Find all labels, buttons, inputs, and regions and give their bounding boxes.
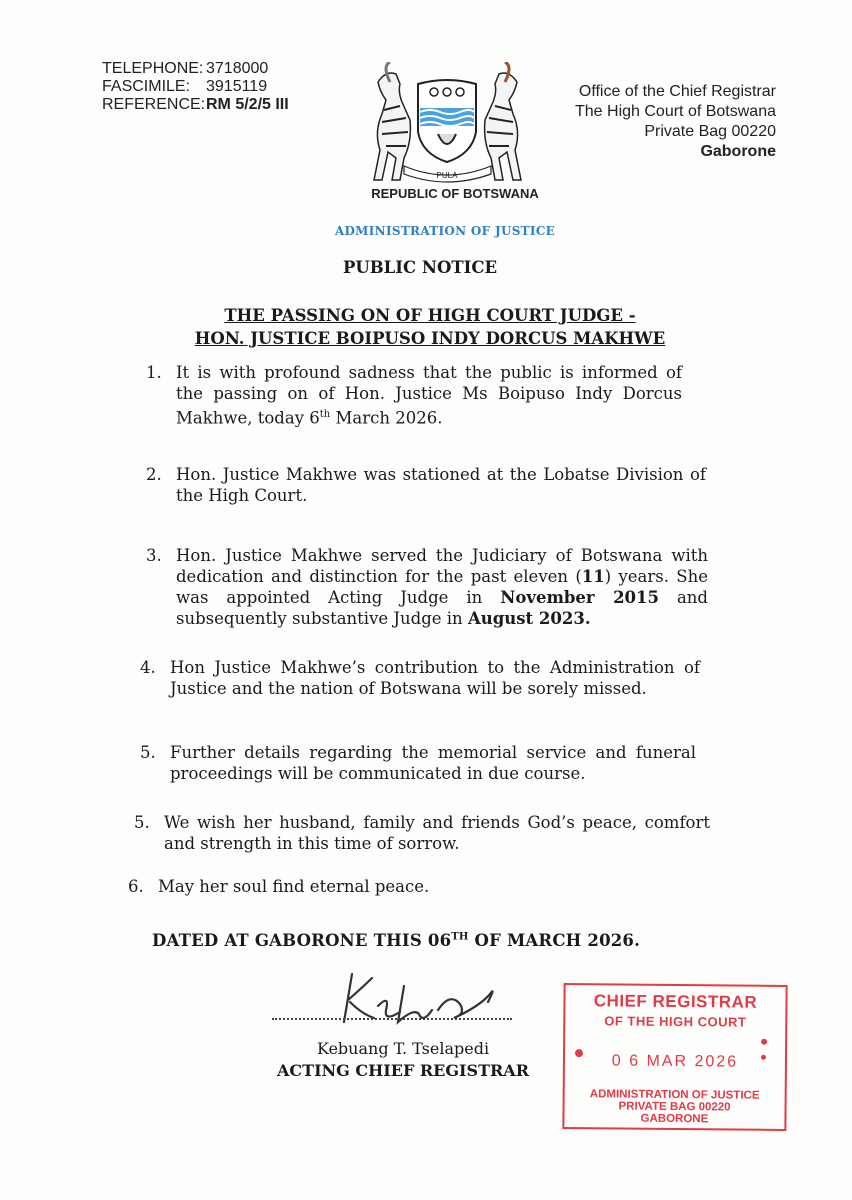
notice-heading (160, 304, 700, 350)
heading-line: HON. JUSTICE BOIPUSO INDY DORCUS MAKHWE (194, 329, 666, 348)
item-text: May her soul find eternal peace. (158, 877, 430, 896)
list-item (146, 362, 682, 429)
signer-name: Kebuang T. Tselapedi (316, 1039, 490, 1058)
signature-line (272, 1018, 512, 1020)
dated-line: DATED AT GABORONE THIS 06TH OF MARCH 2026. (152, 931, 641, 950)
item-number: 6. (128, 877, 144, 896)
stamp-line: GABORONE (640, 1112, 709, 1126)
item-text: Further details regarding the memorial service and funeral proceedings will be communicated in due course. (170, 743, 696, 783)
signer-role: ACTING CHIEF REGISTRAR (277, 1061, 529, 1080)
item-number: 1. (146, 363, 162, 382)
contact-block (102, 60, 289, 114)
list-item (146, 545, 708, 629)
item-number: 2. (146, 465, 162, 484)
item-text: Hon. Justice Makhwe was stationed at the Lobatse Division of the High Court. (176, 465, 706, 505)
item-text: We wish her husband, family and friends God’s peace, comfort and strength in this time of sorrow. (164, 813, 710, 853)
item-text: Hon. Justice Makhwe served the Judiciary of Botswana with dedication and distinction for the past eleven (11) years. She was appointed Acting Judge in November 2015 and subsequently substantive Judge in August 2023. (176, 546, 708, 628)
ink-blot-icon (575, 1049, 583, 1057)
list-item (140, 742, 696, 784)
list-item (140, 657, 700, 699)
signature-icon (320, 966, 520, 1036)
stamp-line: OF THE HIGH COURT (604, 1013, 747, 1030)
republic-label: REPUBLIC OF BOTSWANA (371, 186, 539, 201)
office-line: Gaborone (700, 143, 776, 160)
office-line: The High Court of Botswana (575, 103, 776, 120)
signer-block (268, 1038, 538, 1082)
official-stamp (562, 983, 787, 1131)
reference-label: REFERENCE: (102, 96, 206, 113)
heading-line: THE PASSING ON OF HIGH COURT JUDGE - (224, 306, 636, 325)
fax-value: 3915119 (206, 78, 268, 95)
ink-blot-icon (761, 1055, 766, 1060)
item-text: It is with profound sadness that the public is informed of the passing on of Hon. Justice Ms Boipuso Indy Dorcus Makhwe, today 6th March 2026. (176, 363, 682, 428)
list-item (146, 464, 706, 506)
fax-label: FASCIMILE: (102, 78, 191, 95)
coat-of-arms-icon (360, 62, 535, 187)
office-line: Office of the Chief Registrar (578, 83, 776, 100)
stamp-line: CHIEF REGISTRAR (593, 991, 758, 1012)
admin-title: ADMINISTRATION OF JUSTICE (334, 224, 556, 238)
coat-motto: PULA (436, 171, 458, 180)
ink-blot-icon (761, 1039, 767, 1045)
office-line: Private Bag 00220 (644, 123, 776, 140)
telephone-value: 3718000 (206, 60, 269, 77)
item-number: 4. (140, 658, 156, 677)
list-item (128, 876, 688, 897)
stamp-line: PRIVATE BAG 00220 (618, 1100, 731, 1114)
list-item (134, 812, 710, 854)
notice-title: PUBLIC NOTICE (342, 258, 498, 277)
reference-value: RM 5/2/5 III (206, 96, 289, 113)
stamp-date: 0 6 MAR 2026 (611, 1052, 739, 1071)
telephone-label: TELEPHONE: (102, 60, 204, 77)
item-number: 5. (140, 743, 156, 762)
item-number: 3. (146, 546, 162, 565)
item-text: Hon Justice Makhwe’s contribution to the Administration of Justice and the nation of Botswana will be sorely missed. (170, 658, 700, 698)
item-number: 5. (134, 813, 150, 832)
office-address (575, 82, 776, 162)
stamp-line: ADMINISTRATION OF JUSTICE (589, 1088, 760, 1102)
